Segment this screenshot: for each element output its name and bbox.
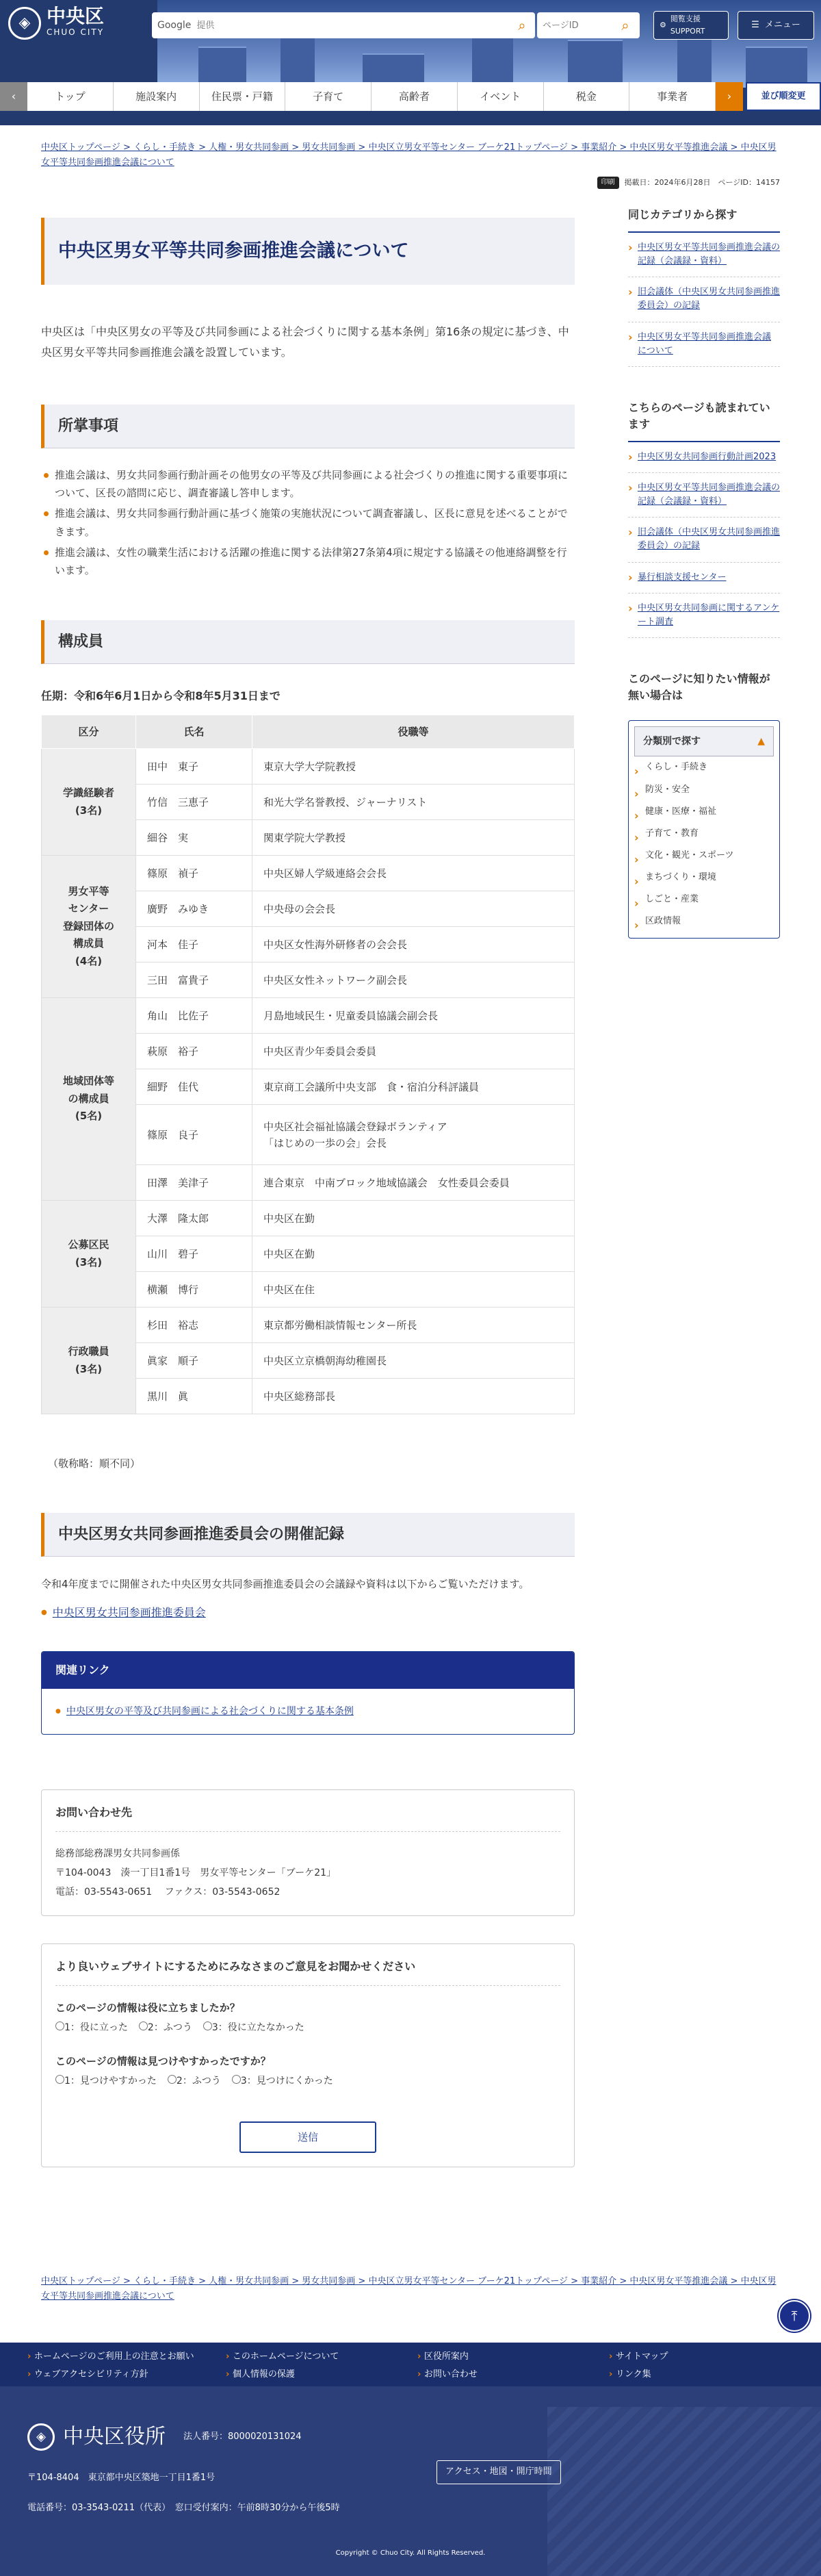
- member-position: 東京大学大学院教授: [252, 749, 575, 785]
- member-name: 篠原 良子: [136, 1105, 252, 1165]
- page-title: 中央区男女平等共同参画推進会議について: [41, 218, 575, 285]
- menu-button[interactable]: [738, 11, 814, 40]
- footer-link[interactable]: › サイトマップ: [609, 2351, 668, 2362]
- member-name: 篠原 禎子: [136, 856, 252, 891]
- support-label: 閲覧支援 SUPPORT: [670, 14, 705, 36]
- member-name: 細谷 実: [136, 820, 252, 856]
- list-item: 推進会議は、女性の職業生活における活躍の推進に関する法律第27条第4項に規定する協議その他連絡調整を行います。: [41, 544, 575, 580]
- member-position: 中央区青少年委員会委員: [252, 1034, 575, 1069]
- member-name: 萩原 裕子: [136, 1034, 252, 1069]
- member-position: 中央区立京橋朝海幼稚園長: [252, 1343, 575, 1379]
- member-name: 角山 比佐子: [136, 998, 252, 1034]
- nav-item-events[interactable]: イベント: [458, 82, 544, 111]
- intro-text: 中央区は「中央区男女の平等及び共同参画による社会づくりに関する基本条例」第16条の規定に基づき、中央区男女平等共同参画推進会議を設置しています。: [41, 324, 569, 359]
- members-table: [41, 715, 575, 1414]
- site-search: [152, 12, 535, 38]
- contact-dept: 総務部総務課男女共同参画係: [55, 1848, 180, 1859]
- ward-emblem-icon: ◈: [27, 2423, 55, 2451]
- nav-item-top[interactable]: トップ: [27, 82, 114, 111]
- footer-link[interactable]: › お問い合わせ: [417, 2369, 478, 2380]
- member-name: 眞家 順子: [136, 1343, 252, 1379]
- sidebar-heading-notfound: このページに知りたい情報が無い場合は: [628, 672, 770, 702]
- nav-item-tax[interactable]: 税金: [544, 82, 630, 111]
- nav-item-facilities[interactable]: 施設案内: [114, 82, 200, 111]
- member-position: 中央区社会福祉協議会登録ボランティア 「はじめの一歩の会」会長: [252, 1105, 575, 1165]
- footer-org: [0, 2386, 821, 2576]
- category-panel: [628, 720, 780, 939]
- sidebar-heading-category: 同じカテゴリから探す: [628, 207, 780, 233]
- survey-option[interactable]: 1：見つけやすかった: [55, 2074, 157, 2089]
- category-link[interactable]: › くらし・手続き: [634, 756, 774, 778]
- col-header: 区分: [42, 715, 136, 749]
- footer-link[interactable]: › リンク集: [609, 2369, 651, 2380]
- page-id-search-icon[interactable]: ⌕: [621, 17, 629, 34]
- section-heading-members: 構成員: [41, 620, 575, 664]
- member-category: 公募区民 (3名): [42, 1201, 136, 1308]
- section-heading-duties: 所掌事項: [41, 405, 575, 448]
- back-to-top-icon[interactable]: ⤒: [779, 2300, 810, 2332]
- member-position: 中央区女性ネットワーク副会長: [252, 962, 575, 998]
- sidebar-link[interactable]: › 中央区男女平等共同参画推進会議について: [628, 322, 780, 367]
- col-header: 役職等: [252, 715, 575, 749]
- list-item: 推進会議は、男女共同参画行動計画に基づく施策の実施状況について調査審議し、区長に意見を述べることができます。: [41, 505, 575, 541]
- category-link[interactable]: › 防災・安全: [634, 779, 774, 801]
- survey-question-2: このページの情報は見つけやすかったですか？: [55, 2054, 271, 2067]
- survey-option[interactable]: 2：ふつう: [139, 2020, 192, 2035]
- member-name: 竹信 三恵子: [136, 785, 252, 820]
- member-position: 中央区在勤: [252, 1236, 575, 1272]
- member-name: 杉田 裕志: [136, 1308, 252, 1343]
- search-input[interactable]: [196, 13, 509, 38]
- main-content: [41, 218, 575, 2167]
- category-toggle[interactable]: 分類別で探す ▲: [634, 726, 774, 756]
- member-name: 三田 富貴子: [136, 962, 252, 998]
- list-item: 推進会議は、男女共同参画行動計画その他男女の平等及び共同参画による社会づくりの推進に関する重要事項について、区長の諮問に応じ、調査審議し答申します。: [41, 466, 575, 502]
- print-button[interactable]: 印刷: [597, 177, 619, 189]
- table-row: [42, 1201, 575, 1236]
- nav-item-elderly[interactable]: 高齢者: [372, 82, 458, 111]
- related-links-heading: 関連リンク: [42, 1652, 574, 1689]
- search-icon[interactable]: ⌕: [518, 17, 526, 34]
- logo-text: 中央区: [47, 5, 105, 28]
- site-logo[interactable]: [8, 7, 104, 40]
- table-row: [42, 998, 575, 1034]
- related-links: [41, 1651, 575, 1735]
- nav-item-business[interactable]: 事業者: [629, 82, 716, 111]
- member-position: 和光大学名誉教授、ジャーナリスト: [252, 785, 575, 820]
- member-position: 中央区婦人学級連絡会会長: [252, 856, 575, 891]
- member-name: 河本 佳子: [136, 927, 252, 962]
- access-button[interactable]: アクセス・地図・開庁時間: [436, 2460, 561, 2484]
- survey-option[interactable]: 3：見つけにくかった: [232, 2074, 333, 2089]
- sidebar-link[interactable]: › 中央区男女平等共同参画推進会議の記録（会議録・資料）: [628, 473, 780, 518]
- records-link-row: [41, 1604, 575, 1622]
- member-category: 男女平等 センター 登録団体の 構成員 (4名): [42, 856, 136, 998]
- member-name: 大澤 隆太郎: [136, 1201, 252, 1236]
- nav-item-childcare[interactable]: 子育て: [285, 82, 372, 111]
- duties-list: [41, 466, 575, 580]
- accessibility-icon: ⚙: [660, 21, 666, 30]
- related-link-row: [42, 1689, 574, 1734]
- member-name: 横瀬 博行: [136, 1272, 252, 1308]
- footer-link[interactable]: › 区役所案内: [417, 2351, 469, 2362]
- sidebar-link[interactable]: › 旧会議体（中央区男女共同参画推進委員会）の記録: [628, 277, 780, 322]
- records-text: 令和4年度までに開催された中央区男女共同参画推進委員会の会議録や資料は以下からご覧いただけます。: [41, 1578, 530, 1591]
- member-name: 山川 碧子: [136, 1236, 252, 1272]
- copyright: Copyright © Chuo City. All Rights Reserved.: [335, 2549, 486, 2557]
- table-row: [42, 856, 575, 891]
- sidebar-link[interactable]: › 中央区男女平等共同参画推進会議の記録（会議録・資料）: [628, 233, 780, 277]
- related-link[interactable]: 中央区男女の平等及び共同参画による社会づくりに関する基本条例: [66, 1705, 354, 1717]
- sidebar: [628, 207, 780, 939]
- member-position: 月島地域民生・児童委員協議会副会長: [252, 998, 575, 1034]
- menu-label: メニュー: [764, 19, 800, 30]
- table-row: [42, 749, 575, 785]
- member-position: 東京商工会議所中央支部 食・宿泊分科評議員: [252, 1069, 575, 1105]
- category-link[interactable]: › 文化・観光・スポーツ: [634, 845, 774, 867]
- survey-heading: より良いウェブサイトにするためにみなさまのご意見をお聞かせください: [55, 1944, 560, 1986]
- submit-button[interactable]: 送信: [239, 2121, 376, 2153]
- support-button[interactable]: [653, 11, 729, 40]
- member-category: 学識経験者 (3名): [42, 749, 136, 856]
- records-link[interactable]: 中央区男女共同参画推進委員会: [52, 1605, 206, 1619]
- feedback-survey: [41, 1943, 575, 2167]
- chevron-up-icon: ▲: [757, 735, 765, 747]
- sidebar-link[interactable]: › 中央区男女共同参画に関するアンケート調査: [628, 594, 780, 638]
- member-name: 黒川 眞: [136, 1379, 252, 1414]
- survey-option[interactable]: 1：役に立った: [55, 2020, 128, 2035]
- footer-link[interactable]: › 個人情報の保護: [226, 2369, 295, 2380]
- contact-heading: お問い合わせ先: [55, 1790, 560, 1832]
- page-meta: [597, 177, 780, 189]
- footer-link[interactable]: › ホームページのご利用上の注意とお願い: [27, 2351, 194, 2362]
- breadcrumb-links[interactable]: 中央区トップページ > くらし・手続き > 人権・男女共同参画 > 男女共同参画 > 中央区立男女平等センター ブーケ21トップページ > 事業紹介 > 中央区男女平等推進会議 > 中央区男女平等共同参画推進会議について: [41, 2276, 777, 2302]
- member-position: 中央区総務部長: [252, 1379, 575, 1414]
- survey-option[interactable]: 3：役に立たなかった: [203, 2020, 304, 2035]
- footer-address: 〒104-8404 東京都中央区築地一丁目1番1号: [27, 2473, 216, 2483]
- footer-link[interactable]: › このホームページについて: [226, 2351, 339, 2362]
- member-position: 中央区在勤: [252, 1201, 575, 1236]
- member-name: 田澤 美津子: [136, 1165, 252, 1201]
- sort-order-button[interactable]: 並び順変更: [746, 82, 821, 111]
- google-label: Google: [157, 19, 192, 31]
- footer-phone: 電話番号：03-3543-0211（代表） 窓口受付案内：午前8時30分から午後5時: [27, 2503, 340, 2513]
- breadcrumb[interactable]: [0, 125, 821, 170]
- page-id-input[interactable]: [537, 21, 612, 31]
- nav-prev-icon[interactable]: ‹: [0, 82, 27, 111]
- survey-question-1: このページの情報は役に立ちましたか？: [55, 2001, 240, 2014]
- category-link[interactable]: › 子育て・教育: [634, 823, 774, 845]
- page-id-search: [537, 12, 640, 38]
- contact-box: [41, 1789, 575, 1916]
- logo-subtext: CHUO CITY: [47, 27, 105, 38]
- member-position: 連合東京 中南ブロック地域協議会 女性委員会委員: [252, 1165, 575, 1201]
- breadcrumb-bottom[interactable]: [41, 2274, 780, 2304]
- member-category: 行政職員 (3名): [42, 1308, 136, 1414]
- contact-address: 〒104-0043 湊一丁目1番1号 男女平等センター「ブーケ21」: [55, 1867, 337, 1878]
- footer-links: [0, 2343, 821, 2386]
- member-name: 廣野 みゆき: [136, 891, 252, 927]
- contact-phone: 電話：03-5543-0651 ファクス：03-5543-0652: [55, 1886, 281, 1898]
- member-position: 東京都労働相談情報センター所長: [252, 1308, 575, 1343]
- footer-org-name: 中央区役所: [63, 2425, 166, 2449]
- member-position: 中央母の会会長: [252, 891, 575, 927]
- col-header: 氏名: [136, 715, 252, 749]
- global-nav: [0, 82, 821, 111]
- category-link[interactable]: › 区政情報: [634, 910, 774, 932]
- survey-option[interactable]: 2：ふつう: [168, 2074, 221, 2089]
- sidebar-link[interactable]: › 旧会議体（中央区男女共同参画推進委員会）の記録: [628, 518, 780, 562]
- member-position: 中央区在住: [252, 1272, 575, 1308]
- sidebar-link[interactable]: › 中央区男女共同参画行動計画2023: [628, 442, 780, 473]
- corporate-number: 法人番号：8000020131024: [183, 2432, 302, 2442]
- member-name: 田中 東子: [136, 749, 252, 785]
- sidebar-heading-popular: こちらのページも読まれています: [628, 400, 780, 442]
- ward-emblem-icon: ◈: [8, 7, 41, 40]
- term-text: 任期：令和6年6月1日から令和8年5月31日まで: [41, 689, 281, 703]
- hamburger-icon: ☰: [751, 19, 759, 30]
- nav-item-registry[interactable]: 住民票・戸籍: [200, 82, 286, 111]
- footer-link[interactable]: › ウェブアクセシビリティ方針: [27, 2369, 148, 2380]
- site-header: [0, 0, 821, 125]
- category-link[interactable]: › しごと・産業: [634, 889, 774, 910]
- member-position: 中央区女性海外研修者の会会長: [252, 927, 575, 962]
- section-heading-records: 中央区男女共同参画推進委員会の開催記録: [41, 1513, 575, 1557]
- honorific-note: （敬称略：順不同）: [48, 1457, 141, 1470]
- member-name: 細野 佳代: [136, 1069, 252, 1105]
- member-category: 地域団体等 の構成員 (5名): [42, 998, 136, 1201]
- category-link[interactable]: › 健康・医療・福祉: [634, 801, 774, 823]
- publish-date: 掲載日：2024年6月28日 ページID：14157: [624, 178, 780, 188]
- breadcrumb-links[interactable]: 中央区トップページ > くらし・手続き > 人権・男女共同参画 > 男女共同参画 > 中央区立男女平等センター ブーケ21トップページ > 事業紹介 > 中央区男女平等推進会議 > 中央区男女平等共同参画推進会議について: [41, 142, 777, 168]
- table-row: [42, 1308, 575, 1343]
- member-position: 関東学院大学教授: [252, 820, 575, 856]
- category-link[interactable]: › まちづくり・環境: [634, 867, 774, 889]
- nav-next-icon[interactable]: ›: [716, 82, 743, 111]
- sidebar-link[interactable]: › 暴行相談支援センター: [628, 563, 780, 594]
